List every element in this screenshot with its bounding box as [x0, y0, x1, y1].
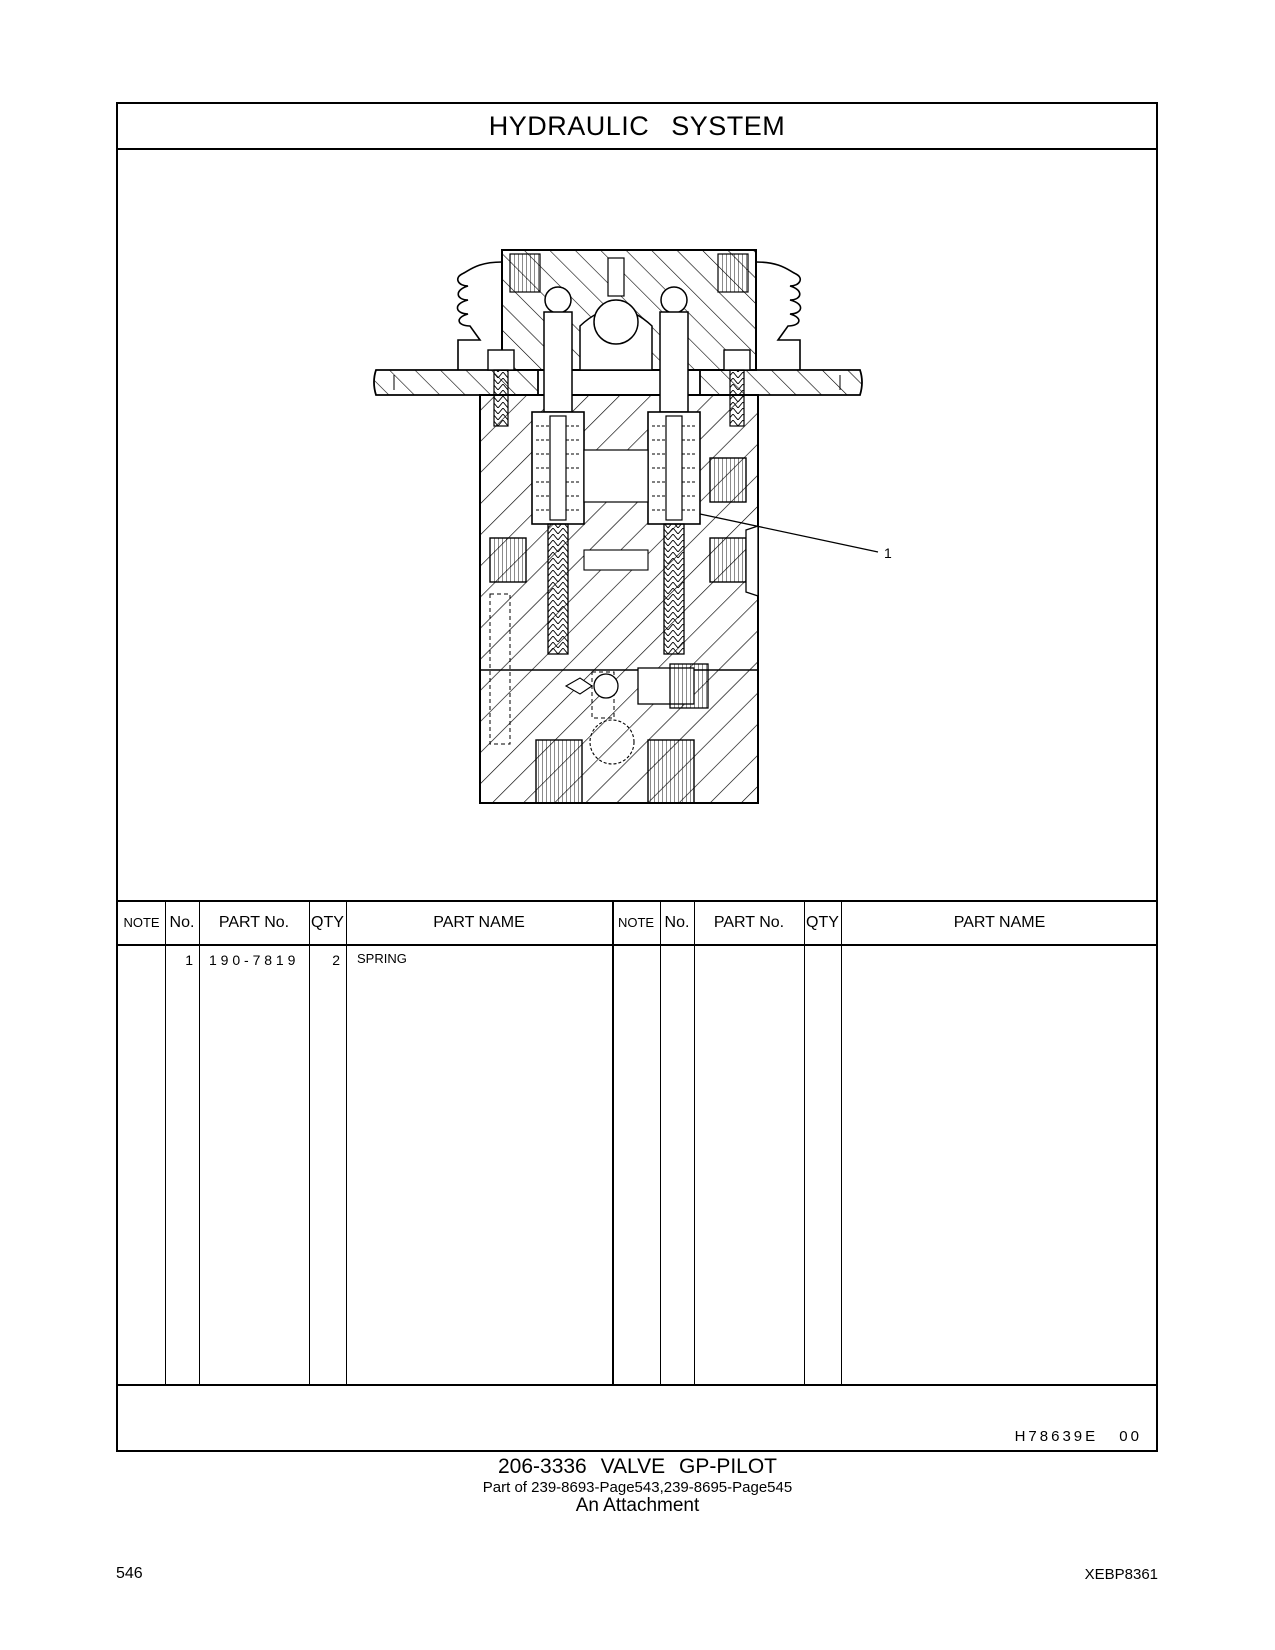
right-flange — [700, 370, 862, 395]
left-ball — [545, 287, 571, 313]
header-part-no-left: PART No. — [218, 914, 290, 931]
upper-right-port — [710, 458, 746, 502]
document-code: XEBP8361 — [1084, 1566, 1158, 1583]
header-no-right: No. — [664, 914, 690, 931]
right-ball — [661, 287, 687, 313]
left-port — [490, 538, 526, 582]
parts-table-body — [118, 946, 1156, 1386]
caption-title: 206-3336 VALVE GP-PILOT — [497, 1455, 778, 1478]
row-no: 1 — [185, 952, 193, 968]
header-qty-right: QTY — [806, 914, 839, 931]
right-port — [710, 538, 746, 582]
header-no-left: No. — [169, 914, 195, 931]
valve-cross-section-drawing — [118, 150, 1156, 900]
header-part-no-right: PART No. — [713, 914, 785, 931]
bottom-right-port — [648, 740, 694, 803]
right-plunger — [660, 312, 688, 412]
header-note-right: NOTE — [617, 915, 655, 930]
left-spool — [548, 524, 568, 654]
caption-part-of: Part of 239-8693-Page543,239-8695-Page545 — [482, 1479, 793, 1496]
valve-drawing-svg — [118, 150, 1158, 900]
row-qty: 2 — [332, 952, 340, 968]
left-plunger — [544, 312, 572, 412]
parts-frame — [116, 102, 1158, 1452]
header-qty-left: QTY — [311, 914, 344, 931]
bottom-left-port — [536, 740, 582, 803]
page-title: HYDRAULIC SYSTEM — [118, 104, 1156, 150]
page-number: 546 — [116, 1565, 143, 1582]
row-part-name: SPRING — [357, 951, 407, 966]
row-part-no: 1 9 0 - 7 8 1 9 — [209, 952, 296, 968]
callout-number: 1 — [884, 545, 892, 561]
relief-plug — [670, 664, 708, 708]
header-part-name-right: PART NAME — [953, 914, 1046, 931]
header-part-name-left: PART NAME — [433, 914, 525, 931]
caption-attachment: An Attachment — [575, 1495, 700, 1516]
parts-table-header — [118, 900, 1156, 946]
right-bellows — [756, 262, 801, 370]
left-flange — [374, 370, 538, 395]
header-note-left: NOTE — [123, 915, 160, 930]
right-spool — [664, 524, 684, 654]
illustration-code: H78639E 00 — [1014, 1428, 1142, 1445]
